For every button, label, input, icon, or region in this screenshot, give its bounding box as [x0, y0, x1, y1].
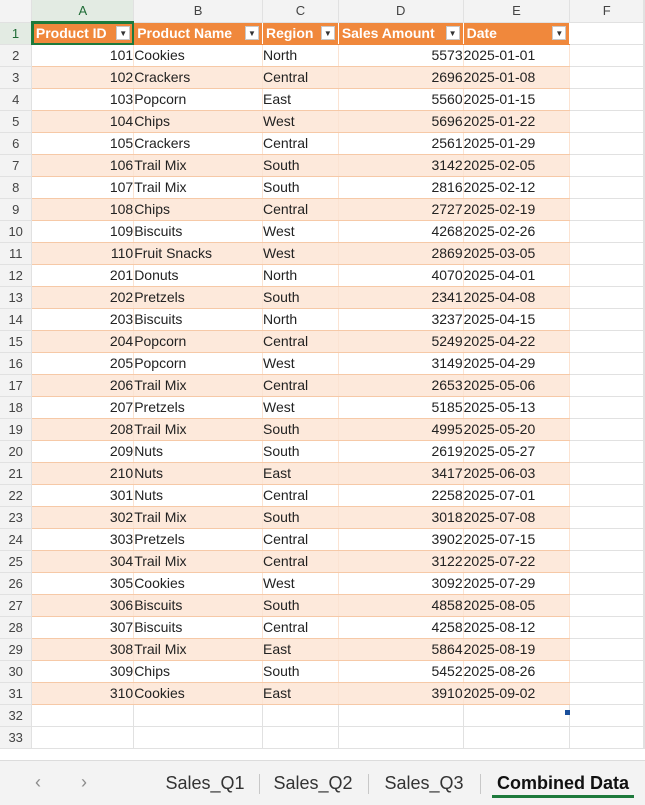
cell-product-name[interactable]: Fruit Snacks [134, 243, 263, 265]
cell-product-id[interactable]: 302 [32, 507, 134, 529]
cell-region[interactable]: North [262, 309, 338, 331]
empty-cell[interactable] [32, 727, 134, 749]
cell-sales-amount[interactable]: 5696 [338, 111, 463, 133]
cell-sales-amount[interactable]: 5249 [338, 331, 463, 353]
cell-region[interactable]: East [262, 639, 338, 661]
cell-region[interactable]: East [262, 463, 338, 485]
empty-cell[interactable] [644, 683, 645, 705]
empty-cell[interactable] [644, 419, 645, 441]
cell-sales-amount[interactable]: 3237 [338, 309, 463, 331]
empty-cell[interactable] [644, 133, 645, 155]
cell-date[interactable]: 2025-08-19 [463, 639, 570, 661]
sheet-tab-bar [0, 760, 645, 805]
cell-product-id[interactable]: 102 [32, 67, 134, 89]
header-cell-sales-amount[interactable] [338, 22, 463, 45]
cell-region[interactable]: South [262, 419, 338, 441]
cell-product-name[interactable]: Popcorn [134, 331, 263, 353]
cell-product-id[interactable]: 209 [32, 441, 134, 463]
empty-cell[interactable] [644, 89, 645, 111]
cell-date[interactable]: 2025-04-08 [463, 287, 570, 309]
cell-date[interactable]: 2025-08-26 [463, 661, 570, 683]
empty-cell[interactable] [644, 705, 645, 727]
row-header[interactable]: 10 [0, 221, 32, 243]
empty-cell[interactable] [570, 243, 644, 265]
row-header[interactable]: 28 [0, 617, 32, 639]
tab-divider [259, 774, 260, 794]
empty-cell[interactable] [570, 507, 644, 529]
empty-cell[interactable] [570, 419, 644, 441]
cell-date[interactable]: 2025-04-29 [463, 353, 570, 375]
tab-sales-q2[interactable]: Sales_Q2 [273, 773, 353, 793]
cell-region[interactable]: West [262, 111, 338, 133]
empty-cell[interactable] [644, 155, 645, 177]
cell-region[interactable]: Central [262, 67, 338, 89]
cell-product-id[interactable]: 203 [32, 309, 134, 331]
filter-dropdown-icon[interactable] [321, 26, 335, 40]
cell-product-id[interactable]: 305 [32, 573, 134, 595]
cell-region[interactable]: Central [262, 133, 338, 155]
cell-product-name[interactable]: Cookies [134, 683, 263, 705]
cell-sales-amount[interactable]: 3902 [338, 529, 463, 551]
header-label: Sales Amount [341, 24, 435, 41]
cell-product-name[interactable]: Chips [134, 661, 263, 683]
row-header[interactable]: 30 [0, 661, 32, 683]
cell-product-id[interactable]: 208 [32, 419, 134, 441]
empty-cell[interactable] [262, 727, 338, 749]
empty-cell[interactable] [570, 22, 644, 45]
row-header[interactable]: 15 [0, 331, 32, 353]
cell-sales-amount[interactable]: 2816 [338, 177, 463, 199]
empty-cell[interactable] [570, 199, 644, 221]
cell-region[interactable]: Central [262, 331, 338, 353]
empty-cell[interactable] [570, 375, 644, 397]
cell-sales-amount[interactable]: 4858 [338, 595, 463, 617]
cell-product-name[interactable]: Biscuits [134, 221, 263, 243]
empty-cell[interactable] [644, 573, 645, 595]
cell-sales-amount[interactable]: 2727 [338, 199, 463, 221]
cell-region[interactable]: Central [262, 375, 338, 397]
column-header-c[interactable]: C [262, 0, 338, 22]
cell-region[interactable]: West [262, 573, 338, 595]
row-header[interactable]: 24 [0, 529, 32, 551]
empty-cell[interactable] [644, 375, 645, 397]
cell-product-name[interactable]: Crackers [134, 67, 263, 89]
empty-cell[interactable] [570, 177, 644, 199]
cell-product-id[interactable]: 206 [32, 375, 134, 397]
empty-cell[interactable] [134, 727, 263, 749]
cell-product-name[interactable]: Nuts [134, 441, 263, 463]
empty-cell[interactable] [570, 683, 644, 705]
empty-cell[interactable] [570, 309, 644, 331]
tab-combined-data[interactable]: Combined Data [484, 761, 642, 805]
empty-cell[interactable] [644, 463, 645, 485]
cell-product-name[interactable]: Trail Mix [134, 155, 263, 177]
empty-cell[interactable] [644, 617, 645, 639]
empty-cell[interactable] [644, 397, 645, 419]
cell-sales-amount[interactable]: 5573 [338, 45, 463, 67]
empty-cell[interactable] [644, 353, 645, 375]
cell-product-id[interactable]: 306 [32, 595, 134, 617]
row-header[interactable]: 26 [0, 573, 32, 595]
empty-cell[interactable] [570, 595, 644, 617]
empty-cell[interactable] [644, 595, 645, 617]
row-header[interactable]: 31 [0, 683, 32, 705]
cell-date[interactable]: 2025-01-29 [463, 133, 570, 155]
cell-product-id[interactable]: 107 [32, 177, 134, 199]
empty-cell[interactable] [644, 177, 645, 199]
cell-date[interactable]: 2025-02-19 [463, 199, 570, 221]
cell-product-id[interactable]: 304 [32, 551, 134, 573]
cell-product-id[interactable]: 310 [32, 683, 134, 705]
empty-cell[interactable] [463, 727, 570, 749]
empty-cell[interactable] [570, 155, 644, 177]
cell-sales-amount[interactable]: 2619 [338, 441, 463, 463]
cell-sales-amount[interactable]: 3910 [338, 683, 463, 705]
row-header[interactable]: 14 [0, 309, 32, 331]
row-header[interactable]: 20 [0, 441, 32, 463]
cell-product-id[interactable]: 210 [32, 463, 134, 485]
cell-region[interactable]: Central [262, 485, 338, 507]
cell-date[interactable]: 2025-01-15 [463, 89, 570, 111]
cell-region[interactable]: West [262, 221, 338, 243]
empty-cell[interactable] [644, 45, 645, 67]
cell-region[interactable]: South [262, 507, 338, 529]
empty-cell[interactable] [644, 287, 645, 309]
empty-cell[interactable] [570, 287, 644, 309]
empty-cell[interactable] [570, 441, 644, 463]
cell-sales-amount[interactable]: 4268 [338, 221, 463, 243]
cell-date[interactable]: 2025-05-06 [463, 375, 570, 397]
cell-product-id[interactable]: 108 [32, 199, 134, 221]
empty-cell[interactable] [338, 727, 463, 749]
cell-date[interactable]: 2025-05-27 [463, 441, 570, 463]
cell-sales-amount[interactable]: 2561 [338, 133, 463, 155]
empty-cell[interactable] [570, 133, 644, 155]
empty-cell[interactable] [570, 353, 644, 375]
empty-cell[interactable] [644, 22, 645, 45]
header-label: Product ID [35, 25, 107, 41]
cell-region[interactable]: South [262, 155, 338, 177]
header-label: Region [265, 24, 314, 41]
cell-product-id[interactable]: 201 [32, 265, 134, 287]
empty-cell[interactable] [644, 199, 645, 221]
cell-product-id[interactable]: 109 [32, 221, 134, 243]
cell-product-id[interactable]: 301 [32, 485, 134, 507]
cell-date[interactable]: 2025-09-02 [463, 683, 570, 705]
cell-region[interactable]: Central [262, 617, 338, 639]
cell-date[interactable]: 2025-04-22 [463, 331, 570, 353]
filter-dropdown-icon[interactable] [116, 26, 130, 40]
cell-product-id[interactable]: 101 [32, 45, 134, 67]
empty-cell[interactable] [570, 573, 644, 595]
empty-cell[interactable] [570, 397, 644, 419]
empty-cell[interactable] [570, 463, 644, 485]
cell-region[interactable]: East [262, 683, 338, 705]
cell-date[interactable]: 2025-04-15 [463, 309, 570, 331]
cell-sales-amount[interactable]: 3142 [338, 155, 463, 177]
cell-product-id[interactable]: 106 [32, 155, 134, 177]
cell-product-name[interactable]: Trail Mix [134, 639, 263, 661]
cell-date[interactable]: 2025-01-01 [463, 45, 570, 67]
empty-cell[interactable] [644, 485, 645, 507]
empty-cell[interactable] [570, 617, 644, 639]
empty-cell[interactable] [570, 331, 644, 353]
row-header[interactable]: 27 [0, 595, 32, 617]
cell-region[interactable]: South [262, 661, 338, 683]
cell-date[interactable]: 2025-08-05 [463, 595, 570, 617]
header-label: Product Name [137, 24, 233, 41]
cell-product-name[interactable]: Trail Mix [134, 375, 263, 397]
cell-sales-amount[interactable]: 2341 [338, 287, 463, 309]
empty-cell[interactable] [570, 661, 644, 683]
empty-cell[interactable] [134, 705, 263, 727]
column-header-e[interactable]: E [463, 0, 570, 22]
cell-region[interactable]: North [262, 265, 338, 287]
column-header-filler [644, 0, 645, 22]
cell-sales-amount[interactable]: 3018 [338, 507, 463, 529]
cell-product-name[interactable]: Biscuits [134, 595, 263, 617]
column-header-b[interactable]: B [134, 0, 263, 22]
empty-cell[interactable] [644, 551, 645, 573]
cell-product-id[interactable]: 105 [32, 133, 134, 155]
cell-sales-amount[interactable]: 5560 [338, 89, 463, 111]
row-header[interactable]: 22 [0, 485, 32, 507]
empty-cell[interactable] [644, 265, 645, 287]
cell-sales-amount[interactable]: 5185 [338, 397, 463, 419]
empty-cell[interactable] [644, 727, 645, 749]
filter-dropdown-icon[interactable] [245, 26, 259, 40]
empty-cell[interactable] [570, 221, 644, 243]
cell-region[interactable]: North [262, 45, 338, 67]
header-cell-product-id[interactable] [32, 22, 134, 45]
column-header-d[interactable]: D [338, 0, 463, 22]
empty-cell[interactable] [570, 705, 644, 727]
table-resize-handle[interactable] [565, 710, 570, 715]
cell-product-id[interactable]: 307 [32, 617, 134, 639]
empty-cell[interactable] [644, 661, 645, 683]
cell-product-id[interactable]: 103 [32, 89, 134, 111]
row-header[interactable]: 23 [0, 507, 32, 529]
empty-cell[interactable] [570, 111, 644, 133]
cell-sales-amount[interactable]: 2696 [338, 67, 463, 89]
cell-product-name[interactable]: Cookies [134, 45, 263, 67]
filter-dropdown-icon[interactable] [446, 26, 460, 40]
cell-product-name[interactable]: Popcorn [134, 353, 263, 375]
empty-cell[interactable] [644, 67, 645, 89]
chevron-left-icon[interactable]: ‹ [35, 772, 41, 792]
row-header[interactable]: 8 [0, 177, 32, 199]
cell-sales-amount[interactable]: 4070 [338, 265, 463, 287]
cell-sales-amount[interactable]: 5452 [338, 661, 463, 683]
cell-date[interactable]: 2025-07-29 [463, 573, 570, 595]
header-cell-product-name[interactable] [134, 22, 263, 45]
cell-product-name[interactable]: Trail Mix [134, 551, 263, 573]
row-header[interactable]: 32 [0, 705, 32, 727]
cell-date[interactable]: 2025-07-01 [463, 485, 570, 507]
cell-date[interactable]: 2025-02-26 [463, 221, 570, 243]
cell-product-id[interactable]: 205 [32, 353, 134, 375]
empty-cell[interactable] [644, 111, 645, 133]
row-header[interactable]: 9 [0, 199, 32, 221]
tab-divider [368, 774, 369, 794]
cell-product-id[interactable]: 309 [32, 661, 134, 683]
cell-product-name[interactable]: Nuts [134, 463, 263, 485]
cell-region[interactable]: South [262, 177, 338, 199]
cell-region[interactable]: West [262, 353, 338, 375]
cell-sales-amount[interactable]: 2258 [338, 485, 463, 507]
empty-cell[interactable] [570, 265, 644, 287]
empty-cell[interactable] [570, 639, 644, 661]
cell-sales-amount[interactable]: 2869 [338, 243, 463, 265]
row-header[interactable]: 16 [0, 353, 32, 375]
cell-sales-amount[interactable]: 3092 [338, 573, 463, 595]
row-header[interactable]: 19 [0, 419, 32, 441]
cell-sales-amount[interactable]: 2653 [338, 375, 463, 397]
row-header[interactable]: 12 [0, 265, 32, 287]
cell-product-id[interactable]: 104 [32, 111, 134, 133]
column-header-a[interactable]: A [32, 0, 134, 22]
cell-product-name[interactable]: Trail Mix [134, 177, 263, 199]
empty-cell[interactable] [644, 529, 645, 551]
cell-product-id[interactable]: 110 [32, 243, 134, 265]
cell-product-name[interactable]: Trail Mix [134, 507, 263, 529]
empty-cell[interactable] [570, 727, 644, 749]
cell-date[interactable]: 2025-07-15 [463, 529, 570, 551]
cell-product-name[interactable]: Popcorn [134, 89, 263, 111]
empty-cell[interactable] [644, 639, 645, 661]
cell-region[interactable]: South [262, 441, 338, 463]
cell-region[interactable]: East [262, 89, 338, 111]
header-cell-date[interactable] [463, 22, 570, 45]
row-header[interactable]: 7 [0, 155, 32, 177]
cell-product-name[interactable]: Nuts [134, 485, 263, 507]
empty-cell[interactable] [644, 221, 645, 243]
cell-product-name[interactable]: Crackers [134, 133, 263, 155]
row-header[interactable]: 13 [0, 287, 32, 309]
cell-date[interactable]: 2025-01-22 [463, 111, 570, 133]
cell-date[interactable]: 2025-05-13 [463, 397, 570, 419]
cell-product-id[interactable]: 207 [32, 397, 134, 419]
row-header[interactable]: 33 [0, 727, 32, 749]
row-header[interactable]: 11 [0, 243, 32, 265]
empty-cell[interactable] [644, 309, 645, 331]
cell-date[interactable]: 2025-03-05 [463, 243, 570, 265]
cell-date[interactable]: 2025-06-03 [463, 463, 570, 485]
cell-date[interactable]: 2025-01-08 [463, 67, 570, 89]
chevron-right-icon[interactable]: › [81, 772, 87, 792]
cell-product-name[interactable]: Trail Mix [134, 419, 263, 441]
row-header[interactable]: 2 [0, 45, 32, 67]
cell-date[interactable]: 2025-02-05 [463, 155, 570, 177]
cell-date[interactable]: 2025-05-20 [463, 419, 570, 441]
empty-cell[interactable] [570, 45, 644, 67]
cell-sales-amount[interactable]: 3122 [338, 551, 463, 573]
cell-region[interactable]: South [262, 287, 338, 309]
row-header[interactable]: 17 [0, 375, 32, 397]
cell-region[interactable]: Central [262, 529, 338, 551]
empty-cell[interactable] [570, 485, 644, 507]
filter-dropdown-icon[interactable] [552, 26, 566, 40]
cell-product-name[interactable]: Chips [134, 111, 263, 133]
cell-product-name[interactable]: Pretzels [134, 529, 263, 551]
empty-cell[interactable] [644, 243, 645, 265]
cell-product-name[interactable]: Cookies [134, 573, 263, 595]
select-all-corner[interactable] [0, 0, 32, 22]
cell-product-name[interactable]: Pretzels [134, 287, 263, 309]
row-header[interactable]: 3 [0, 67, 32, 89]
row-header[interactable]: 1 [0, 22, 32, 45]
row-header[interactable]: 5 [0, 111, 32, 133]
cell-date[interactable]: 2025-07-22 [463, 551, 570, 573]
row-header[interactable]: 4 [0, 89, 32, 111]
cell-product-name[interactable]: Donuts [134, 265, 263, 287]
cell-product-name[interactable]: Biscuits [134, 617, 263, 639]
empty-cell[interactable] [570, 67, 644, 89]
cell-product-id[interactable]: 204 [32, 331, 134, 353]
cell-region[interactable]: West [262, 243, 338, 265]
tab-sales-q1[interactable]: Sales_Q1 [165, 773, 245, 793]
cell-sales-amount[interactable]: 3149 [338, 353, 463, 375]
empty-cell[interactable] [644, 331, 645, 353]
tab-sales-q3[interactable]: Sales_Q3 [384, 773, 464, 793]
cell-product-name[interactable]: Chips [134, 199, 263, 221]
cell-region[interactable]: Central [262, 551, 338, 573]
cell-region[interactable]: Central [262, 199, 338, 221]
column-header-f[interactable]: F [570, 0, 644, 22]
cell-product-name[interactable]: Biscuits [134, 309, 263, 331]
cell-region[interactable]: South [262, 595, 338, 617]
cell-sales-amount[interactable]: 3417 [338, 463, 463, 485]
cell-product-id[interactable]: 308 [32, 639, 134, 661]
row-header[interactable]: 6 [0, 133, 32, 155]
header-cell-region[interactable] [262, 22, 338, 45]
empty-cell[interactable] [463, 705, 570, 727]
cell-date[interactable]: 2025-02-12 [463, 177, 570, 199]
cell-region[interactable]: West [262, 397, 338, 419]
cell-sales-amount[interactable]: 5864 [338, 639, 463, 661]
tab-divider [480, 774, 481, 794]
empty-cell[interactable] [262, 705, 338, 727]
cell-sales-amount[interactable]: 4995 [338, 419, 463, 441]
row-header[interactable]: 21 [0, 463, 32, 485]
empty-cell[interactable] [644, 507, 645, 529]
empty-cell[interactable] [570, 551, 644, 573]
cell-date[interactable]: 2025-08-12 [463, 617, 570, 639]
cell-product-id[interactable]: 202 [32, 287, 134, 309]
cell-date[interactable]: 2025-07-08 [463, 507, 570, 529]
empty-cell[interactable] [570, 89, 644, 111]
header-label: Date [466, 24, 497, 41]
empty-cell[interactable] [32, 705, 134, 727]
cell-sales-amount[interactable]: 4258 [338, 617, 463, 639]
row-header[interactable]: 18 [0, 397, 32, 419]
cell-product-name[interactable]: Pretzels [134, 397, 263, 419]
cell-product-id[interactable]: 303 [32, 529, 134, 551]
empty-cell[interactable] [338, 705, 463, 727]
empty-cell[interactable] [570, 529, 644, 551]
empty-cell[interactable] [644, 441, 645, 463]
cell-date[interactable]: 2025-04-01 [463, 265, 570, 287]
row-header[interactable]: 29 [0, 639, 32, 661]
row-header[interactable]: 25 [0, 551, 32, 573]
